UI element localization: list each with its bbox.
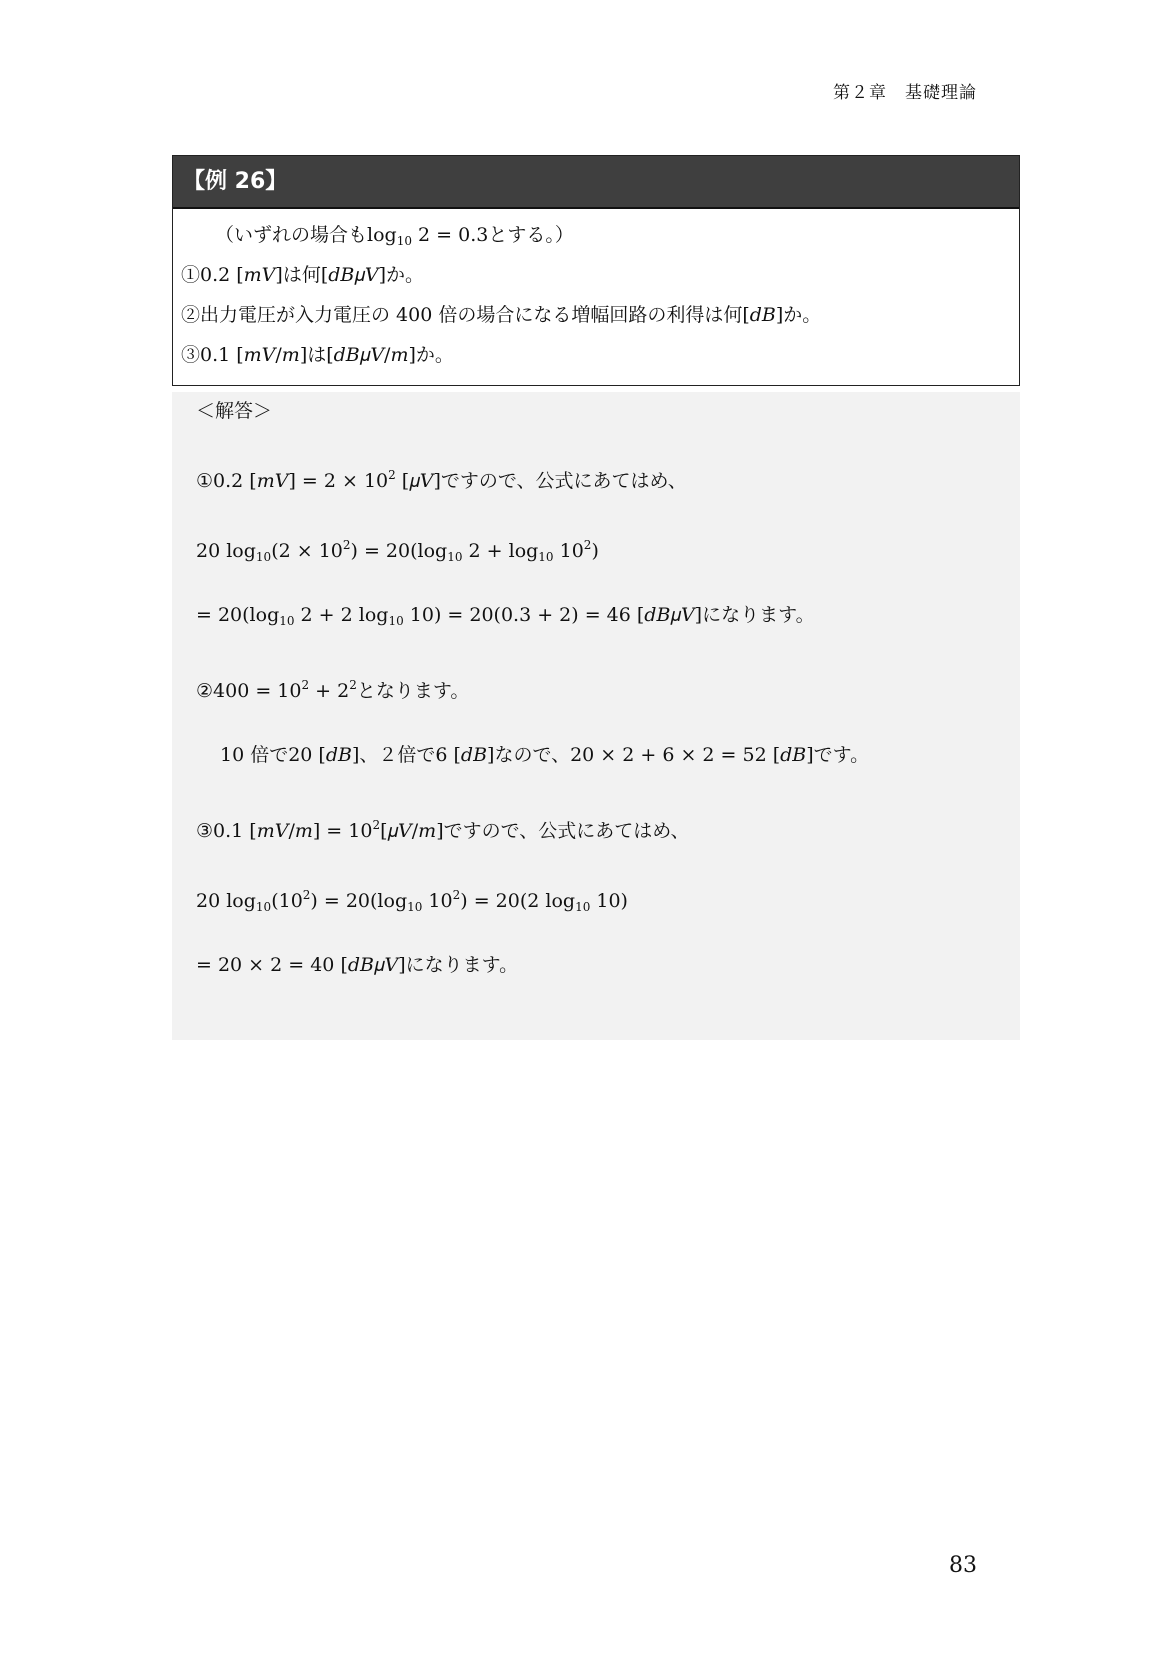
answer-heading: ＜解答＞ bbox=[196, 400, 273, 422]
answer-line-3-a: = 20(log bbox=[196, 604, 280, 626]
answer-line-2-s1: 10 bbox=[255, 550, 272, 564]
answer-line-8: = 20 × 2 = 40 [𝑑𝐵𝜇𝑉]になります。 bbox=[196, 954, 519, 976]
answer-line-6-a: ③0.1 [𝑚𝑉/𝑚] = 10 bbox=[196, 820, 373, 842]
answer-line-2-e: 10 bbox=[553, 540, 584, 562]
answer-line-2 bbox=[196, 532, 996, 602]
condition-line bbox=[181, 215, 1011, 255]
answer-line-7-c: ) = 20(log bbox=[310, 890, 408, 912]
answer-line-5: 10 倍で20 [𝑑𝐵]、２倍で6 [𝑑𝐵]なので、20 × 2 + 6 × 2 = 52 [𝑑𝐵]です。 bbox=[220, 744, 870, 766]
answer-line-7-p1: 2 bbox=[302, 888, 311, 902]
answer-line-4-b: + 2 bbox=[309, 680, 350, 702]
answer-box bbox=[172, 392, 1020, 1040]
answer-line-1-b: [𝜇𝑉]ですので、公式にあてはめ、 bbox=[395, 470, 687, 492]
answer-line-1-sup: 2 bbox=[388, 468, 396, 482]
log-text: log bbox=[367, 224, 397, 246]
question-1: ①0.2 [𝑚𝑉]は何[𝑑𝐵𝜇𝑉]か。 bbox=[181, 264, 425, 286]
answer-line-3-s2: 10 bbox=[388, 614, 404, 628]
answer-line-7 bbox=[196, 882, 996, 952]
page-number: 83 bbox=[949, 1553, 977, 1578]
answer-line-4-c: となります。 bbox=[356, 680, 470, 702]
example-title: 【例 26】 bbox=[173, 156, 1019, 209]
example-body bbox=[173, 209, 1019, 385]
example-box bbox=[172, 155, 1020, 386]
condition-post: とする。） bbox=[488, 224, 574, 246]
answer-line-1-a: ①0.2 [𝑚𝑉] = 2 × 10 bbox=[196, 470, 389, 492]
answer-line-2-c: ) = 20(log bbox=[350, 540, 448, 562]
answer-line-2-a: 20 log bbox=[196, 540, 256, 562]
answer-line-7-s1: 10 bbox=[255, 900, 272, 914]
answer-line-2-p1: 2 bbox=[342, 538, 351, 552]
answer-line-7-s2: 10 bbox=[407, 900, 423, 914]
answer-line-4-a: ②400 = 10 bbox=[196, 680, 302, 702]
answer-line-4-p2: 2 bbox=[349, 678, 357, 692]
answer-line-4-p1: 2 bbox=[301, 678, 310, 692]
answer-line-6 bbox=[196, 812, 996, 882]
answer-line-3-c: 10) = 20(0.3 + 2) = 46 [𝑑𝐵𝜇𝑉]になります。 bbox=[403, 604, 815, 626]
question-3: ③0.1 [𝑚𝑉/𝑚]は[𝑑𝐵𝜇𝑉/𝑚]か。 bbox=[181, 344, 454, 366]
answer-line-7-e: ) = 20(2 log bbox=[460, 890, 576, 912]
condition-pre: （いずれの場合も bbox=[215, 224, 368, 246]
answer-line-7-a: 20 log bbox=[196, 890, 256, 912]
answer-line-3-b: 2 + 2 log bbox=[294, 604, 389, 626]
answer-line-2-p2: 2 bbox=[583, 538, 592, 552]
answer-line-2-s2: 10 bbox=[447, 550, 463, 564]
answer-line-2-s3: 10 bbox=[538, 550, 554, 564]
answer-line-6-p1: 2 bbox=[372, 818, 381, 832]
question-2: ②出力電圧が入力電圧の 400 倍の場合になる増幅回路の利得は何[𝑑𝐵]か。 bbox=[181, 304, 822, 326]
log-base: 10 bbox=[396, 234, 412, 248]
answer-line-7-d: 10 bbox=[422, 890, 453, 912]
log-arg: 2 = 0.3 bbox=[411, 224, 489, 246]
answer-line-7-p2: 2 bbox=[452, 888, 461, 902]
answer-line-7-f: 10) bbox=[590, 890, 628, 912]
answer-line-1 bbox=[196, 462, 996, 532]
answer-line-6-b: [𝜇𝑉/𝑚]ですので、公式にあてはめ、 bbox=[380, 820, 690, 842]
answer-line-7-b: (10 bbox=[271, 890, 303, 912]
answer-line-2-b: (2 × 10 bbox=[271, 540, 343, 562]
chapter-header: 第２章 基礎理論 bbox=[833, 83, 977, 103]
answer-line-2-d: 2 + log bbox=[462, 540, 539, 562]
answer-line-3 bbox=[196, 602, 996, 672]
answer-line-4 bbox=[196, 672, 996, 742]
answer-line-7-s3: 10 bbox=[575, 900, 591, 914]
answer-line-3-s1: 10 bbox=[279, 614, 295, 628]
condition-log bbox=[367, 224, 488, 246]
answer-line-2-f: ) bbox=[591, 540, 599, 562]
